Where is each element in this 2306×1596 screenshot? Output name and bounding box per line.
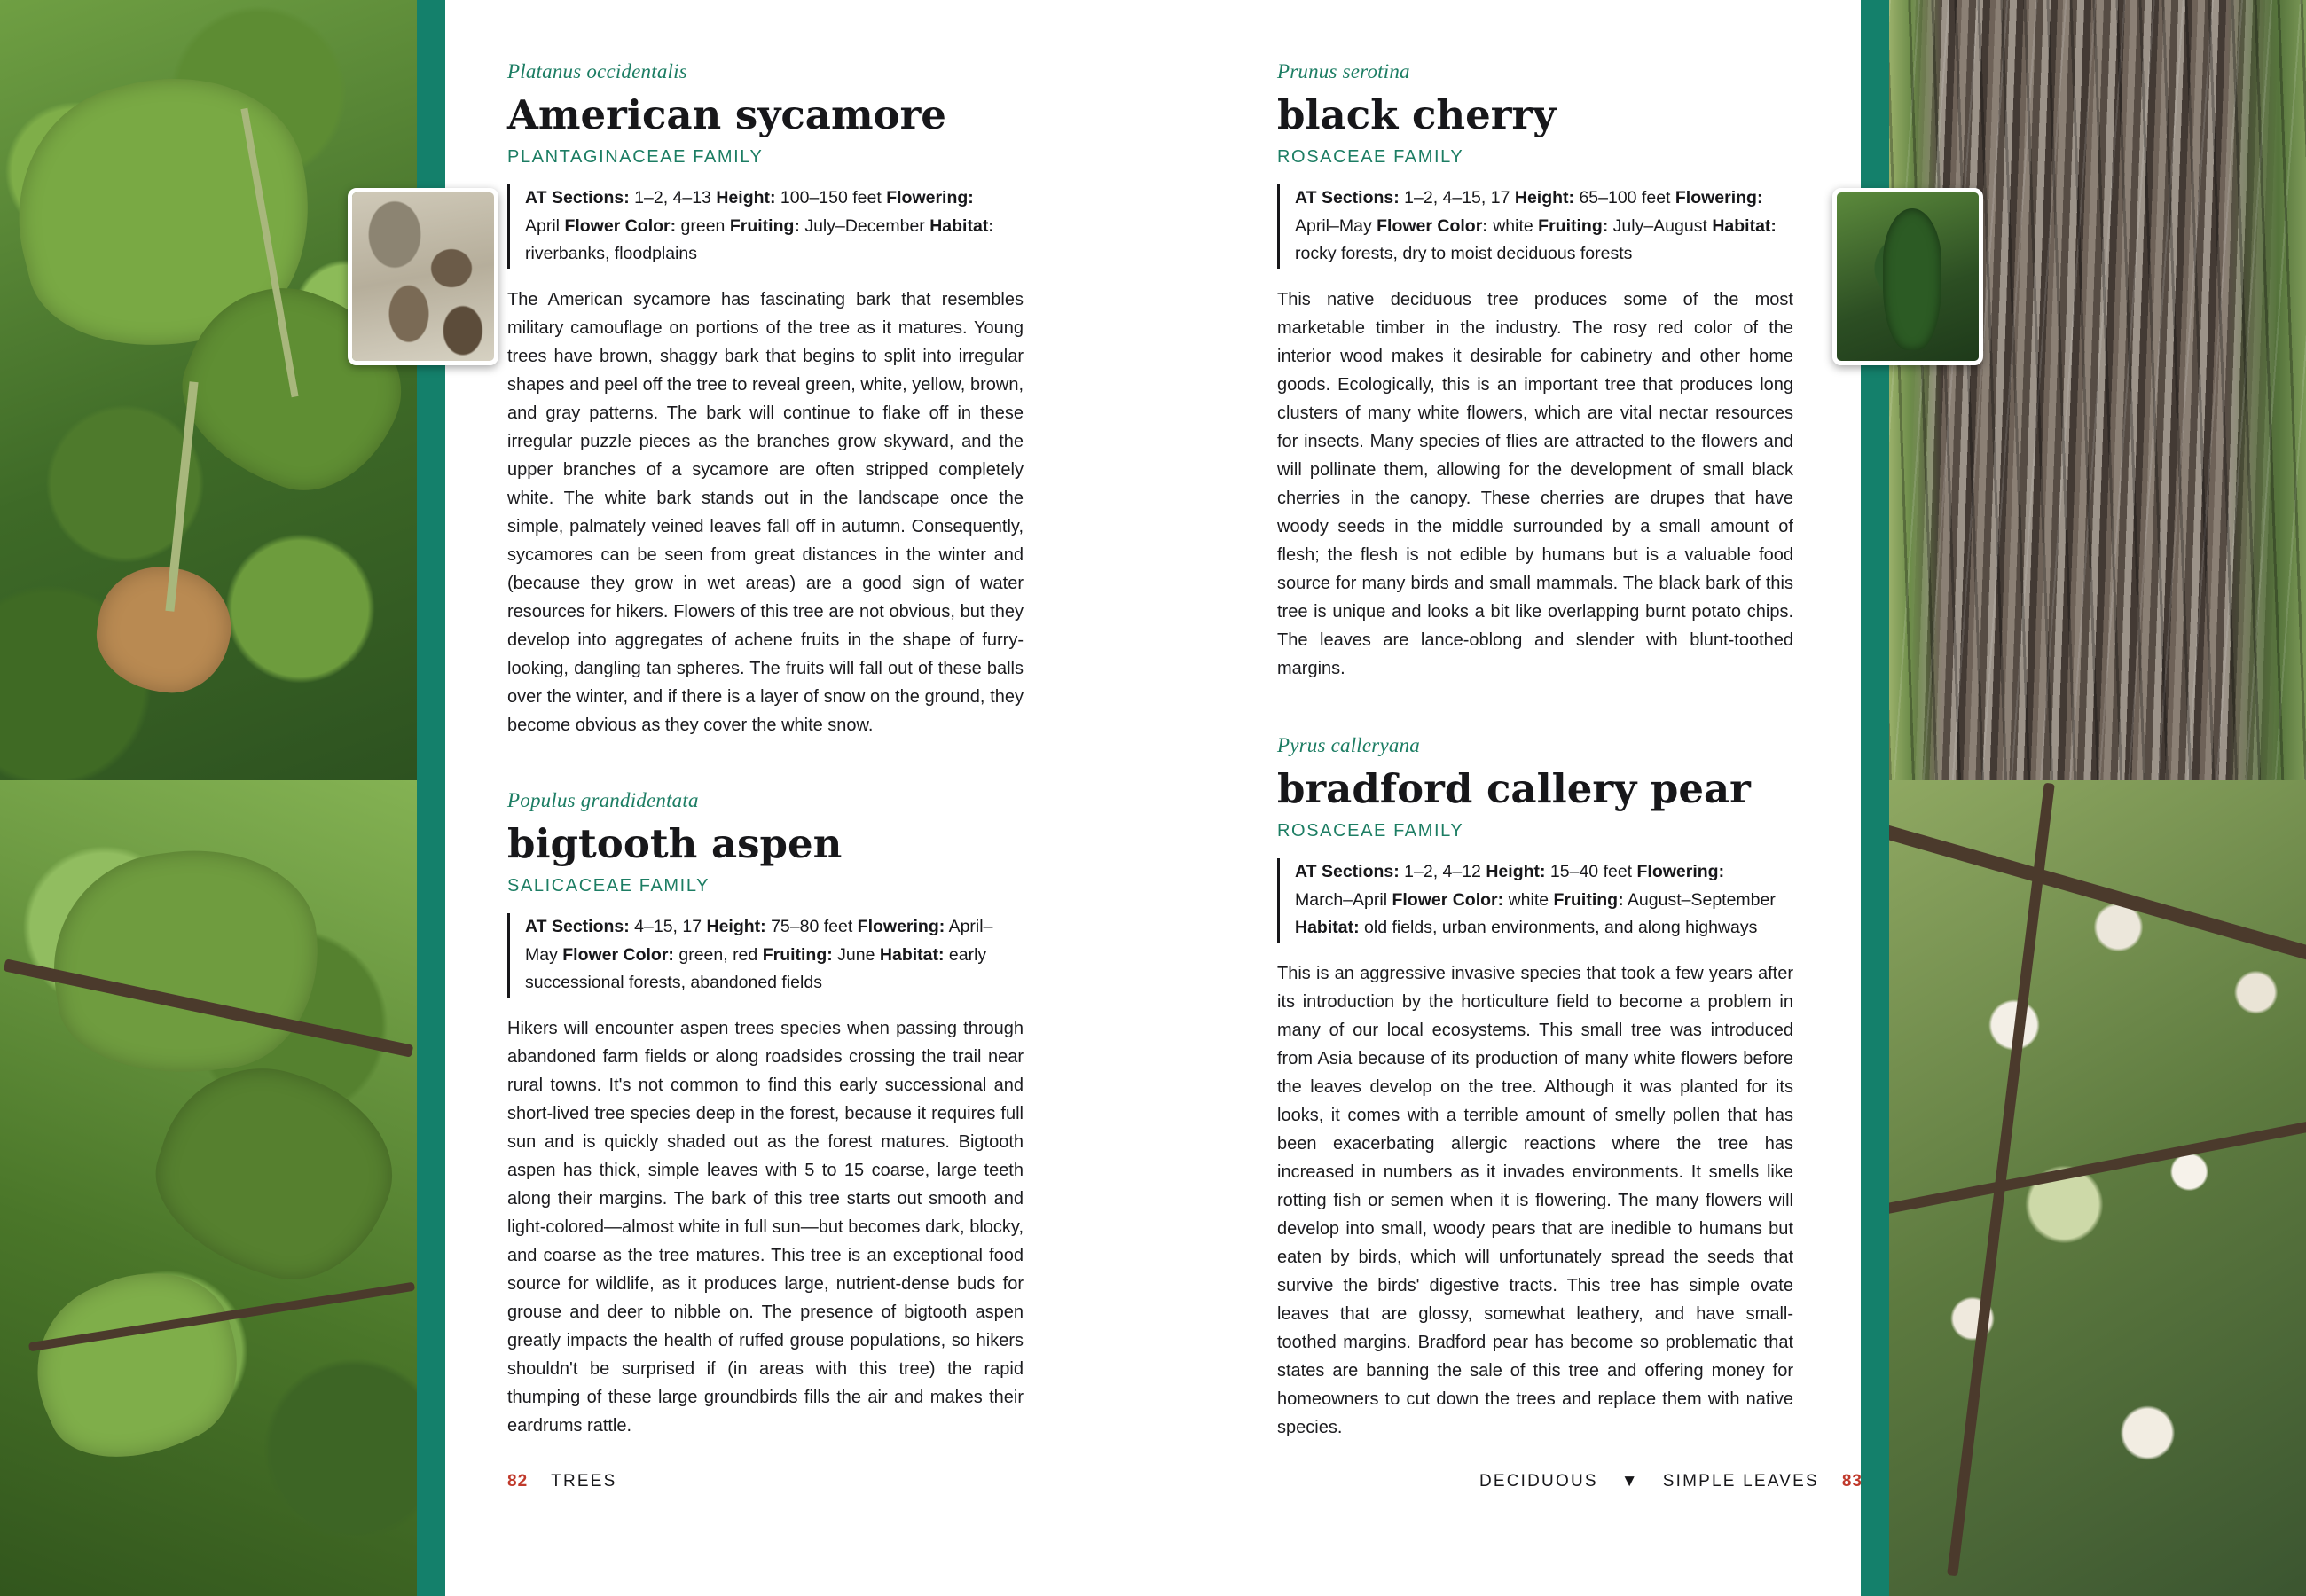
fact-value: early successional forests, abandoned fields xyxy=(525,944,987,993)
fact-value: 1–2, 4–12 xyxy=(1404,862,1481,882)
fact-label: Fruiting: xyxy=(729,215,800,236)
entry-american-sycamore xyxy=(507,60,1031,739)
foliage-edge xyxy=(2226,0,2306,780)
footer-section-label: DECIDUOUS xyxy=(1479,1472,1598,1490)
family-name: SALICACEAE FAMILY xyxy=(507,876,710,896)
fact-label: Flowering: xyxy=(857,917,945,937)
fact-value: 75–80 feet xyxy=(771,917,853,937)
fact-label: Flowering: xyxy=(1636,862,1725,882)
fact-label: Habitat: xyxy=(1712,215,1777,236)
right-page-footer xyxy=(1479,1472,1863,1491)
bark-texture xyxy=(352,192,494,361)
fact-value: riverbanks, floodplains xyxy=(525,244,698,264)
leaf-shape xyxy=(8,1243,266,1488)
common-name: American sycamore xyxy=(507,91,946,138)
fact-value: July–December xyxy=(804,215,925,236)
fact-label: Flower Color: xyxy=(1392,889,1504,910)
description-text: The American sycamore has fascinating bark that resembles military camouflage on portions of the tree as it matures. Young trees have brown, shaggy bark that begins to split into irregular shapes and peel off the tree to reveal green, white, yellow, brown, and gray patterns. The bark will continue to flake off in these irregular puzzle pieces as the branches grow skyward, and the upper branches of a sycamore are often stripped completely white. The white bark stands out in the landscape once the simple, palmately veined leaves fall off in autumn. Consequently, sycamores can be seen from great distances in the winter and (because they grow in wet areas) are a good sign of water resources for hikers. Flowers of this tree are not obvious, but they develop into aggregates of achene fruits in the shape of furry-looking, dangling tan spheres. The fruits will fall out of these balls over the winter, and if there is a layer of snow on the ground, they become obvious as they cover the white snow. xyxy=(507,289,1024,735)
fact-label: Height: xyxy=(706,917,766,937)
leaf-shape xyxy=(135,1042,416,1303)
fact-label: AT Sections: xyxy=(525,917,630,937)
description-text: Hikers will encounter aspen trees species when passing through abandoned farm fields or along roadsides crossing the trail near rural towns. It's not common to find this early successional and short-lived tree species deep in the forest, because it requires full sun and is quickly shaded out as the forest matures. Bigtooth aspen has thick, simple leaves with 5 to 15 coarse, large teeth along their margins. The bark of this tree starts out smooth and light-colored—almost white in full sun—but becomes dark, blocky, and coarse as the tree matures. This tree is an exceptional food source for wildlife, as it produces large, nutrient-dense buds for grouse and deer to nibble on. The presence of bigtooth aspen greatly impacts the health of ruffed grouse populations, so hikers shouldn't be surprised if (in areas with this tree) the rapid thumping of these large groundbirds fills the air and makes their eardrums rattle. xyxy=(507,1018,1024,1436)
fact-block xyxy=(507,184,1008,269)
scientific-name: Prunus serotina xyxy=(1277,60,1410,82)
family-name: PLANTAGINACEAE FAMILY xyxy=(507,147,764,168)
fact-label: Flower Color: xyxy=(562,944,674,965)
fact-value: white xyxy=(1508,889,1549,910)
fact-block xyxy=(507,913,1008,998)
common-name: black cherry xyxy=(1277,91,1557,138)
fact-label: Fruiting: xyxy=(762,944,833,965)
triangle-icon: ▼ xyxy=(1620,1472,1640,1490)
aspen-leaves-photo xyxy=(0,780,417,1596)
fact-value: 1–2, 4–15, 17 xyxy=(1404,188,1510,208)
sycamore-leaf-photo xyxy=(0,0,417,780)
fact-label: Height: xyxy=(1514,188,1575,208)
fact-value: green, red xyxy=(678,944,758,965)
fact-value: April–May xyxy=(1295,215,1372,236)
fact-label: Height: xyxy=(716,188,776,208)
fact-label: AT Sections: xyxy=(1295,862,1400,882)
description-text: This is an aggressive invasive species that took a few years after its introduction by the horticulture field to become a problem in many of our local ecosystems. This small tree was introduced from Asia because of its production of many white flowers before the leaves develop on the tree. Although it was planted for its looks, it comes with a terrible amount of smelly pollen that has been exacerbating allergic reactions where the tree has increased in numbers as it invades environments. It smells like rotting fish or semen when it is flowering. The many flowers will develop into small, woody pears that are inedible to humans but eaten by birds, which will unfortunately spread the seeds that survive the birds' digestive tracts. This tree has simple ovate leaves that are glossy, somewhat leathery, and have small-toothed margins. Bradford pear has become so problematic that states are banning the sale of this tree and offering money for homeowners to cut down the trees and replace them with native species. xyxy=(1277,963,1793,1437)
family-name: ROSACEAE FAMILY xyxy=(1277,147,1464,168)
branch-shape xyxy=(1889,1119,2306,1214)
cherry-bark-photo xyxy=(1889,0,2306,780)
fact-label: Habitat: xyxy=(929,215,994,236)
scientific-name: Populus grandidentata xyxy=(507,788,699,811)
fact-label: AT Sections: xyxy=(525,188,630,208)
foliage-edge xyxy=(1889,0,1942,780)
cherry-leaf-inset xyxy=(1832,188,1983,365)
entry-bradford-callery-pear xyxy=(1277,734,1800,1442)
fact-label: Habitat: xyxy=(879,944,945,965)
fact-value: 1–2, 4–13 xyxy=(634,188,711,208)
fact-label: Habitat: xyxy=(1295,918,1360,938)
fact-label: Flowering: xyxy=(886,188,974,208)
fact-value: rocky forests, dry to moist deciduous forests xyxy=(1295,244,1633,264)
scientific-name: Pyrus calleryana xyxy=(1277,733,1420,756)
pear-blossom-photo xyxy=(1889,780,2306,1596)
fact-label: Fruiting: xyxy=(1553,889,1624,910)
fact-value: March–April xyxy=(1295,889,1388,910)
fact-value: green xyxy=(680,215,726,236)
leaf-texture xyxy=(1837,192,1979,361)
fact-label: Fruiting: xyxy=(1538,215,1609,236)
fact-value: April–May xyxy=(525,917,993,965)
fact-label: Height: xyxy=(1486,862,1546,882)
dry-leaf-shape xyxy=(90,559,239,700)
sycamore-bark-inset xyxy=(348,188,498,365)
entry-black-cherry xyxy=(1277,60,1800,683)
fact-value: old fields, urban environments, and along highways xyxy=(1364,918,1758,938)
footer-section-label: TREES xyxy=(551,1472,617,1490)
entry-bigtooth-aspen xyxy=(507,789,1031,1440)
fact-label: Flower Color: xyxy=(564,215,677,236)
fact-value: 100–150 feet xyxy=(780,188,882,208)
fact-label: Flowering: xyxy=(1675,188,1763,208)
fact-value: 15–40 feet xyxy=(1549,862,1633,882)
fact-value: June xyxy=(837,944,875,965)
left-text-column xyxy=(507,60,1031,1440)
footer-subsection-label: SIMPLE LEAVES xyxy=(1662,1472,1819,1490)
fact-value: July–August xyxy=(1612,215,1707,236)
fact-value: August–September xyxy=(1627,889,1776,910)
description-text: This native deciduous tree produces some of the most marketable timber in the industry. The rosy red color of the interior wood makes it desirable for cabinetry and other home goods. Ecologically, this is an important tree that produces long clusters of many white flowers, which are vital nectar resources for insects. Many species of flies are attracted to the flowers and will pollinate them, allowing for the development of small black cherries in the canopy. These cherries are drupes that have woody seeds in the middle surrounded by a small amount of flesh; the flesh is not edible by humans but is a valuable food source for many birds and small mammals. The black bark of this tree is unique and looks a bit like overlapping burnt potato chips. The leaves are lance-oblong and slender with blunt-toothed margins. xyxy=(1277,289,1793,678)
fact-value: 65–100 feet xyxy=(1579,188,1671,208)
leaf-shape xyxy=(39,833,333,1090)
fact-value: April xyxy=(525,215,561,236)
common-name: bigtooth aspen xyxy=(507,819,843,867)
fact-value: white xyxy=(1493,215,1533,236)
fact-block xyxy=(1277,858,1778,943)
common-name: bradford callery pear xyxy=(1277,764,1751,812)
left-page-footer xyxy=(507,1472,617,1491)
branch-shape xyxy=(1889,824,2306,965)
fact-label: Flower Color: xyxy=(1377,215,1488,236)
page-number: 83 xyxy=(1841,1472,1863,1490)
fact-label: AT Sections: xyxy=(1295,188,1400,208)
scientific-name: Platanus occidentalis xyxy=(507,60,687,82)
fact-block xyxy=(1277,184,1778,269)
right-text-column xyxy=(1277,60,1800,1442)
family-name: ROSACEAE FAMILY xyxy=(1277,821,1464,841)
page-number: 82 xyxy=(507,1472,529,1490)
fact-value: 4–15, 17 xyxy=(634,917,702,937)
